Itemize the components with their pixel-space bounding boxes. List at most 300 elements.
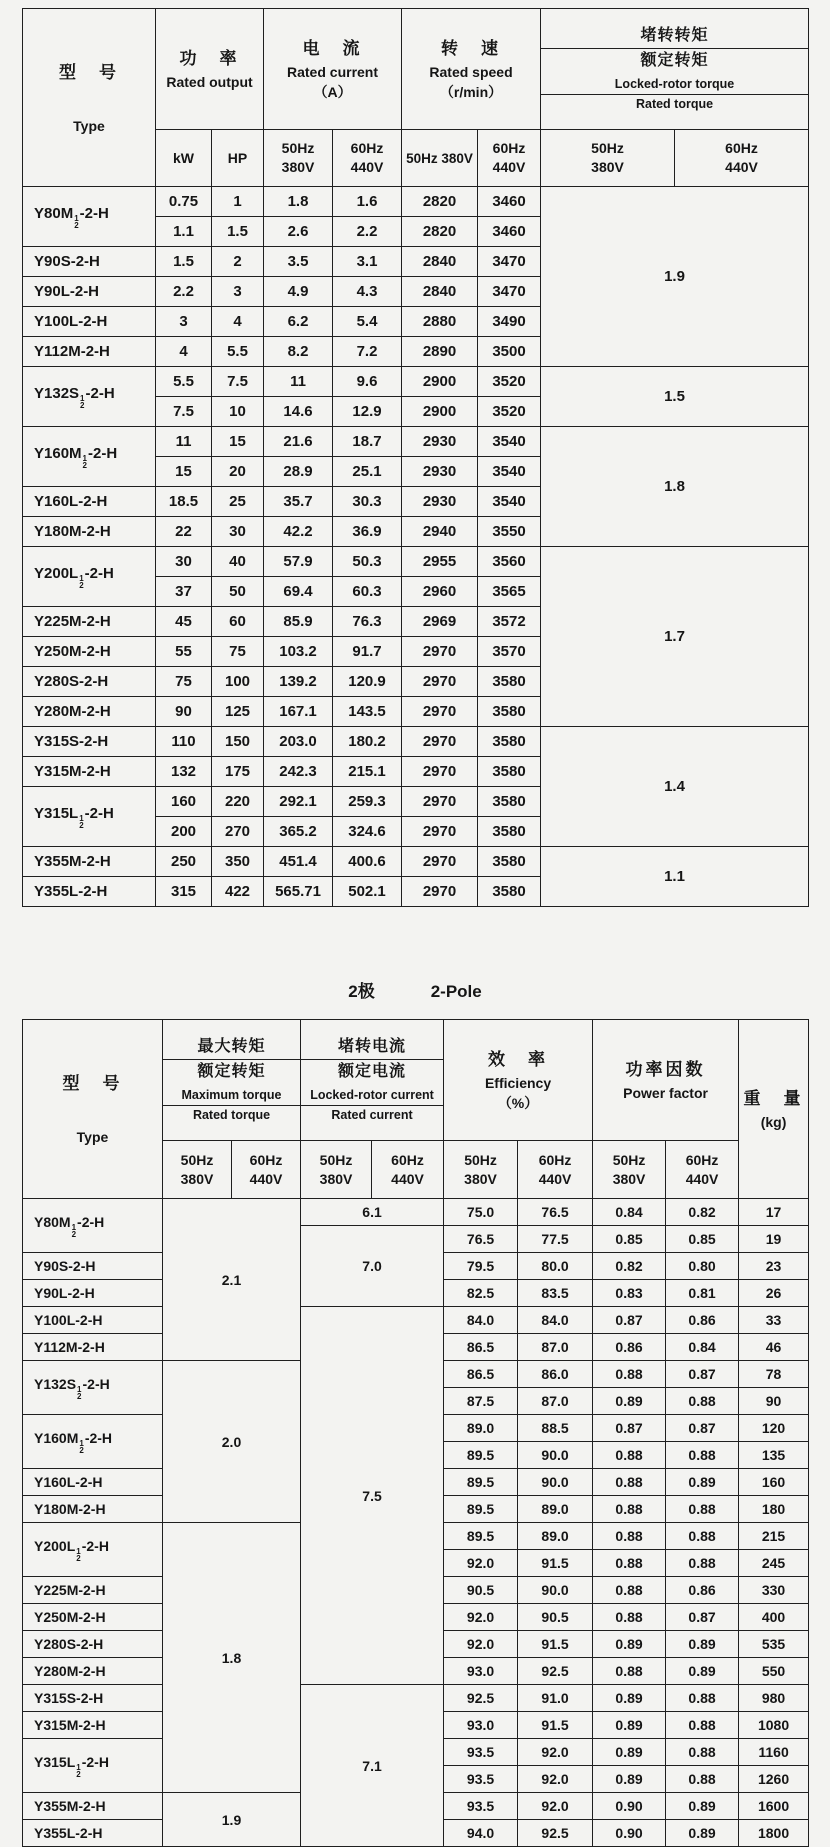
model-cell: Y112M-2-H (23, 337, 156, 367)
cell-hp: 1 (212, 187, 264, 217)
cell-hp: 2 (212, 247, 264, 277)
torque-cn-numerator: 堵转转矩 (541, 24, 808, 49)
pole-caption (22, 977, 808, 1007)
header-rated-current (264, 9, 402, 130)
cell-hp: 422 (212, 877, 264, 907)
freq-50hz-label: 50Hz (180, 1151, 214, 1168)
subheader-speed-60hz (478, 130, 541, 187)
model-cell: Y132S 1 2 -2-H (23, 1361, 163, 1415)
maxtq-cn-fraction (163, 1035, 300, 1084)
header-rated-speed (402, 9, 541, 130)
volt-440v-label: 440V (685, 1170, 719, 1187)
cell-pf-50hz: 0.85 (593, 1226, 666, 1253)
cell-kw: 22 (156, 517, 212, 547)
table-row (23, 427, 809, 457)
subheader-torque-60hz (675, 130, 809, 187)
lrc-cn-fraction (301, 1035, 443, 1084)
cell-pf-50hz: 0.84 (593, 1199, 666, 1226)
volt-440v-label: 440V (725, 159, 758, 175)
torque-ratio-cell: 1.9 (541, 187, 809, 367)
cell-eff-60hz: 89.0 (518, 1496, 593, 1523)
cell-speed-50hz: 2955 (402, 547, 478, 577)
cell-weight: 17 (739, 1199, 809, 1226)
header-current-cn: 电 流 (302, 39, 363, 58)
cell-weight: 23 (739, 1253, 809, 1280)
cell-pf-60hz: 0.88 (666, 1712, 739, 1739)
subheader-speed-50hz (402, 130, 478, 187)
cell-speed-50hz: 2940 (402, 517, 478, 547)
table-row (23, 847, 809, 877)
cell-speed-60hz: 3460 (478, 187, 541, 217)
model-cell: Y80M 1 2 -2-H (23, 187, 156, 247)
freq-60hz-label: 60Hz (492, 140, 526, 156)
model-cell: Y315M-2-H (23, 1712, 163, 1739)
freq-50hz-label: 50Hz (319, 1151, 353, 1168)
subheader-maxtq-60hz (232, 1141, 301, 1199)
cell-current-60hz: 9.6 (333, 367, 402, 397)
cell-current-60hz: 7.2 (333, 337, 402, 367)
cell-kw: 4 (156, 337, 212, 367)
cell-pf-50hz: 0.88 (593, 1658, 666, 1685)
cell-kw: 1.1 (156, 217, 212, 247)
cell-current-50hz: 69.4 (264, 577, 333, 607)
freq-volt-50hz-label: 50Hz 380V (406, 150, 473, 166)
cell-pf-50hz: 0.88 (593, 1604, 666, 1631)
cell-pf-50hz: 0.89 (593, 1631, 666, 1658)
cell-weight: 46 (739, 1334, 809, 1361)
maxtq-en-numerator: Maximum torque (163, 1086, 300, 1106)
cell-eff-60hz: 80.0 (518, 1253, 593, 1280)
cell-eff-50hz: 92.0 (444, 1604, 518, 1631)
cell-pf-60hz: 0.89 (666, 1631, 739, 1658)
cell-speed-50hz: 2970 (402, 637, 478, 667)
cell-speed-50hz: 2880 (402, 307, 478, 337)
model-cell: Y90S-2-H (23, 1253, 163, 1280)
cell-eff-50hz: 93.5 (444, 1766, 518, 1793)
subheader-pf-60hz (666, 1141, 739, 1199)
header-type (23, 9, 156, 187)
cell-weight: 1160 (739, 1739, 809, 1766)
cell-eff-50hz: 89.5 (444, 1442, 518, 1469)
cell-current-60hz: 215.1 (333, 757, 402, 787)
header-type-en: Type (76, 1129, 109, 1145)
cell-current-60hz: 143.5 (333, 697, 402, 727)
volt-380v-label: 380V (319, 1170, 353, 1187)
cell-speed-60hz: 3580 (478, 697, 541, 727)
header-current-unit: （A） (313, 84, 352, 100)
table-row (23, 187, 809, 217)
cell-pf-60hz: 0.88 (666, 1496, 739, 1523)
cell-eff-50hz: 93.5 (444, 1793, 518, 1820)
torque-cn-denominator: 额定转矩 (640, 52, 709, 69)
subheader-pf-50hz (593, 1141, 666, 1199)
header-type-en: Type (73, 117, 105, 134)
frame-size-fraction: 1 2 (79, 573, 84, 590)
cell-eff-60hz: 92.0 (518, 1766, 593, 1793)
cell-speed-50hz: 2930 (402, 427, 478, 457)
cell-pf-60hz: 0.80 (666, 1253, 739, 1280)
frame-size-fraction: 1 2 (76, 1546, 81, 1563)
cell-speed-50hz: 2900 (402, 367, 478, 397)
cell-kw: 15 (156, 457, 212, 487)
cell-pf-50hz: 0.89 (593, 1739, 666, 1766)
model-cell: Y112M-2-H (23, 1334, 163, 1361)
volt-380v-label: 380V (612, 1170, 646, 1187)
current-ratio-cell: 7.5 (301, 1307, 444, 1685)
cell-kw: 18.5 (156, 487, 212, 517)
subheader-kw: kW (156, 130, 212, 187)
table-row (23, 1685, 809, 1712)
cell-pf-50hz: 0.90 (593, 1793, 666, 1820)
cell-speed-60hz: 3580 (478, 817, 541, 847)
model-cell: Y355M-2-H (23, 847, 156, 877)
header-type-cn: 型 号 (59, 62, 119, 82)
cell-current-50hz: 11 (264, 367, 333, 397)
cell-current-50hz: 35.7 (264, 487, 333, 517)
model-cell: Y355L-2-H (23, 1820, 163, 1847)
cell-kw: 2.2 (156, 277, 212, 307)
cell-hp: 125 (212, 697, 264, 727)
cell-eff-60hz: 91.5 (518, 1712, 593, 1739)
cell-weight: 980 (739, 1685, 809, 1712)
cell-weight: 245 (739, 1550, 809, 1577)
cell-current-60hz: 259.3 (333, 787, 402, 817)
cell-pf-50hz: 0.88 (593, 1523, 666, 1550)
freq-60hz-label: 60Hz (391, 1151, 424, 1168)
subheader-current-60hz (333, 130, 402, 187)
model-cell: Y160L-2-H (23, 1469, 163, 1496)
cell-hp: 220 (212, 787, 264, 817)
cell-speed-60hz: 3500 (478, 337, 541, 367)
subheader-eff-60hz (518, 1141, 593, 1199)
cell-pf-50hz: 0.87 (593, 1415, 666, 1442)
cell-pf-60hz: 0.87 (666, 1361, 739, 1388)
cell-eff-60hz: 91.5 (518, 1550, 593, 1577)
cell-eff-60hz: 92.0 (518, 1793, 593, 1820)
subheader-maxtq-50hz (163, 1141, 232, 1199)
cell-eff-50hz: 89.5 (444, 1523, 518, 1550)
cell-current-50hz: 167.1 (264, 697, 333, 727)
cell-weight: 135 (739, 1442, 809, 1469)
cell-speed-60hz: 3490 (478, 307, 541, 337)
model-cell: Y100L-2-H (23, 307, 156, 337)
cell-eff-50hz: 86.5 (444, 1334, 518, 1361)
cell-eff-50hz: 89.5 (444, 1496, 518, 1523)
model-cell: Y90L-2-H (23, 1280, 163, 1307)
cell-hp: 75 (212, 637, 264, 667)
cell-kw: 200 (156, 817, 212, 847)
cell-weight: 330 (739, 1577, 809, 1604)
cell-current-50hz: 565.71 (264, 877, 333, 907)
freq-50hz-label: 50Hz (464, 1151, 497, 1168)
cell-kw: 315 (156, 877, 212, 907)
cell-current-60hz: 2.2 (333, 217, 402, 247)
cell-eff-50hz: 82.5 (444, 1280, 518, 1307)
cell-current-60hz: 3.1 (333, 247, 402, 277)
cell-eff-60hz: 92.0 (518, 1739, 593, 1766)
cell-eff-50hz: 79.5 (444, 1253, 518, 1280)
cell-speed-60hz: 3580 (478, 757, 541, 787)
table-row (23, 367, 809, 397)
cell-pf-60hz: 0.84 (666, 1334, 739, 1361)
header-locked-rotor-current-ratio (301, 1020, 444, 1141)
cell-current-50hz: 242.3 (264, 757, 333, 787)
cell-kw: 90 (156, 697, 212, 727)
cell-speed-60hz: 3565 (478, 577, 541, 607)
header-current-en: Rated current (287, 64, 379, 80)
cell-weight: 19 (739, 1226, 809, 1253)
cell-current-60hz: 76.3 (333, 607, 402, 637)
torque-ratio-cell: 1.1 (541, 847, 809, 907)
current-ratio-cell: 7.1 (301, 1685, 444, 1847)
rating-table (22, 8, 809, 907)
header-eff-en: Efficiency (484, 1075, 552, 1091)
header-eff-unit: （%） (497, 1095, 539, 1111)
cell-current-50hz: 42.2 (264, 517, 333, 547)
cell-kw: 250 (156, 847, 212, 877)
pole-caption-en: 2-Pole (430, 982, 482, 1001)
header-weight-unit: (kg) (760, 1114, 787, 1130)
cell-pf-50hz: 0.82 (593, 1253, 666, 1280)
freq-50hz-label: 50Hz (612, 1151, 646, 1168)
cell-eff-60hz: 91.5 (518, 1631, 593, 1658)
cell-pf-60hz: 0.88 (666, 1442, 739, 1469)
cell-current-50hz: 292.1 (264, 787, 333, 817)
cell-pf-60hz: 0.88 (666, 1388, 739, 1415)
cell-speed-60hz: 3460 (478, 217, 541, 247)
cell-pf-50hz: 0.88 (593, 1442, 666, 1469)
frame-size-fraction: 1 2 (79, 1438, 84, 1455)
cell-current-60hz: 36.9 (333, 517, 402, 547)
cell-eff-60hz: 90.0 (518, 1469, 593, 1496)
model-cell: Y180M-2-H (23, 517, 156, 547)
frame-size-fraction: 1 2 (76, 1762, 81, 1779)
maxtq-cn-denominator: 额定转矩 (197, 1063, 266, 1080)
maxtq-en-fraction (163, 1086, 300, 1125)
cell-eff-50hz: 92.0 (444, 1631, 518, 1658)
model-cell: Y200L 1 2 -2-H (23, 547, 156, 607)
cell-pf-60hz: 0.88 (666, 1523, 739, 1550)
header-power-en: Rated output (166, 74, 253, 90)
cell-current-50hz: 1.8 (264, 187, 333, 217)
header-eff-cn: 效 率 (488, 1050, 549, 1069)
cell-eff-60hz: 88.5 (518, 1415, 593, 1442)
cell-eff-50hz: 75.0 (444, 1199, 518, 1226)
lrc-cn-denominator: 额定电流 (338, 1063, 407, 1080)
cell-speed-50hz: 2970 (402, 727, 478, 757)
model-cell: Y100L-2-H (23, 1307, 163, 1334)
cell-speed-60hz: 3550 (478, 517, 541, 547)
cell-speed-50hz: 2970 (402, 667, 478, 697)
cell-pf-50hz: 0.90 (593, 1820, 666, 1847)
cell-hp: 10 (212, 397, 264, 427)
cell-current-50hz: 365.2 (264, 817, 333, 847)
cell-pf-60hz: 0.82 (666, 1199, 739, 1226)
cell-eff-50hz: 94.0 (444, 1820, 518, 1847)
cell-eff-60hz: 91.0 (518, 1685, 593, 1712)
cell-eff-60hz: 90.5 (518, 1604, 593, 1631)
model-cell: Y80M 1 2 -2-H (23, 1199, 163, 1253)
model-cell: Y225M-2-H (23, 1577, 163, 1604)
cell-eff-60hz: 87.0 (518, 1388, 593, 1415)
header-weight-cn: 重 量 (743, 1089, 804, 1108)
cell-hp: 3 (212, 277, 264, 307)
freq-60hz-label: 60Hz (725, 140, 758, 156)
maxtq-cn-numerator: 最大转矩 (163, 1035, 300, 1060)
cell-weight: 1080 (739, 1712, 809, 1739)
header-type-cn: 型 号 (62, 1074, 123, 1093)
header-power-cn: 功 率 (179, 49, 240, 68)
cell-pf-50hz: 0.89 (593, 1712, 666, 1739)
cell-pf-50hz: 0.89 (593, 1388, 666, 1415)
cell-hp: 40 (212, 547, 264, 577)
cell-speed-60hz: 3470 (478, 247, 541, 277)
cell-hp: 1.5 (212, 217, 264, 247)
cell-eff-60hz: 92.5 (518, 1820, 593, 1847)
cell-pf-60hz: 0.88 (666, 1685, 739, 1712)
cell-speed-60hz: 3580 (478, 877, 541, 907)
freq-50hz-label: 50Hz (591, 140, 624, 156)
cell-current-60hz: 25.1 (333, 457, 402, 487)
cell-current-60hz: 120.9 (333, 667, 402, 697)
header-speed-unit: （r/min） (439, 84, 503, 100)
cell-speed-60hz: 3572 (478, 607, 541, 637)
lrc-en-denominator: Rated current (331, 1108, 413, 1122)
cell-pf-60hz: 0.89 (666, 1658, 739, 1685)
model-cell: Y280M-2-H (23, 1658, 163, 1685)
model-cell: Y315S-2-H (23, 727, 156, 757)
cell-weight: 180 (739, 1496, 809, 1523)
cell-pf-50hz: 0.87 (593, 1307, 666, 1334)
volt-380v-label: 380V (180, 1170, 214, 1187)
cell-hp: 50 (212, 577, 264, 607)
model-cell: Y315L 1 2 -2-H (23, 787, 156, 847)
cell-speed-50hz: 2970 (402, 817, 478, 847)
cell-current-60hz: 50.3 (333, 547, 402, 577)
cell-current-50hz: 8.2 (264, 337, 333, 367)
cell-pf-50hz: 0.86 (593, 1334, 666, 1361)
cell-speed-50hz: 2820 (402, 217, 478, 247)
cell-eff-50hz: 89.0 (444, 1415, 518, 1442)
volt-380v-label: 380V (464, 1170, 497, 1187)
cell-pf-60hz: 0.85 (666, 1226, 739, 1253)
torque-ratio-cell: 1.7 (541, 547, 809, 727)
model-cell: Y250M-2-H (23, 637, 156, 667)
cell-kw: 37 (156, 577, 212, 607)
header-type (23, 1020, 163, 1199)
cell-kw: 75 (156, 667, 212, 697)
volt-380v-label: 380V (281, 159, 315, 175)
cell-eff-50hz: 93.0 (444, 1658, 518, 1685)
cell-kw: 132 (156, 757, 212, 787)
lrc-cn-numerator: 堵转电流 (301, 1035, 443, 1060)
cell-kw: 5.5 (156, 367, 212, 397)
cell-current-60hz: 12.9 (333, 397, 402, 427)
header-rated-output (156, 9, 264, 130)
cell-hp: 30 (212, 517, 264, 547)
cell-hp: 5.5 (212, 337, 264, 367)
cell-kw: 0.75 (156, 187, 212, 217)
cell-current-60hz: 180.2 (333, 727, 402, 757)
frame-size-fraction: 1 2 (71, 1222, 77, 1239)
cell-eff-50hz: 86.5 (444, 1361, 518, 1388)
cell-pf-60hz: 0.81 (666, 1280, 739, 1307)
lrc-en-numerator: Locked-rotor current (301, 1086, 443, 1106)
cell-speed-50hz: 2960 (402, 577, 478, 607)
max-torque-ratio-cell: 2.1 (163, 1199, 301, 1361)
cell-weight: 1800 (739, 1820, 809, 1847)
cell-current-60hz: 4.3 (333, 277, 402, 307)
frame-size-fraction: 1 2 (74, 213, 79, 230)
cell-pf-50hz: 0.88 (593, 1550, 666, 1577)
cell-weight: 1600 (739, 1793, 809, 1820)
model-cell: Y90L-2-H (23, 277, 156, 307)
model-cell: Y315M-2-H (23, 757, 156, 787)
cell-current-50hz: 3.5 (264, 247, 333, 277)
cell-speed-60hz: 3540 (478, 427, 541, 457)
cell-current-50hz: 21.6 (264, 427, 333, 457)
cell-current-50hz: 57.9 (264, 547, 333, 577)
header-efficiency (444, 1020, 593, 1141)
cell-pf-50hz: 0.83 (593, 1280, 666, 1307)
cell-pf-60hz: 0.89 (666, 1469, 739, 1496)
cell-pf-50hz: 0.88 (593, 1496, 666, 1523)
cell-eff-60hz: 77.5 (518, 1226, 593, 1253)
cell-weight: 120 (739, 1415, 809, 1442)
subheader-lrc-50hz (301, 1141, 372, 1199)
cell-hp: 20 (212, 457, 264, 487)
cell-eff-50hz: 93.0 (444, 1712, 518, 1739)
cell-eff-50hz: 84.0 (444, 1307, 518, 1334)
cell-speed-50hz: 2969 (402, 607, 478, 637)
cell-speed-50hz: 2970 (402, 787, 478, 817)
cell-eff-50hz: 89.5 (444, 1469, 518, 1496)
max-torque-ratio-cell: 1.8 (163, 1523, 301, 1793)
cell-speed-50hz: 2970 (402, 697, 478, 727)
subheader-hp: HP (212, 130, 264, 187)
torque-ratio-en-fraction (541, 75, 808, 114)
cell-pf-60hz: 0.88 (666, 1550, 739, 1577)
cell-current-50hz: 28.9 (264, 457, 333, 487)
cell-eff-50hz: 87.5 (444, 1388, 518, 1415)
cell-eff-50hz: 92.0 (444, 1550, 518, 1577)
cell-current-60hz: 60.3 (333, 577, 402, 607)
cell-pf-50hz: 0.88 (593, 1361, 666, 1388)
cell-hp: 4 (212, 307, 264, 337)
cell-eff-60hz: 90.0 (518, 1577, 593, 1604)
model-cell: Y315L 1 2 -2-H (23, 1739, 163, 1793)
model-cell: Y280S-2-H (23, 1631, 163, 1658)
cell-hp: 270 (212, 817, 264, 847)
cell-speed-50hz: 2840 (402, 277, 478, 307)
cell-speed-60hz: 3580 (478, 847, 541, 877)
max-torque-ratio-cell: 2.0 (163, 1361, 301, 1523)
cell-current-60hz: 18.7 (333, 427, 402, 457)
model-cell: Y225M-2-H (23, 607, 156, 637)
frame-size-fraction: 1 2 (79, 813, 84, 830)
header-weight (739, 1020, 809, 1199)
header-maximum-torque-ratio (163, 1020, 301, 1141)
cell-eff-50hz: 92.5 (444, 1685, 518, 1712)
cell-speed-60hz: 3580 (478, 727, 541, 757)
max-torque-ratio-cell: 1.9 (163, 1793, 301, 1847)
cell-weight: 160 (739, 1469, 809, 1496)
cell-current-50hz: 451.4 (264, 847, 333, 877)
cell-current-60hz: 1.6 (333, 187, 402, 217)
cell-eff-60hz: 76.5 (518, 1199, 593, 1226)
cell-kw: 45 (156, 607, 212, 637)
volt-440v-label: 440V (249, 1170, 283, 1187)
